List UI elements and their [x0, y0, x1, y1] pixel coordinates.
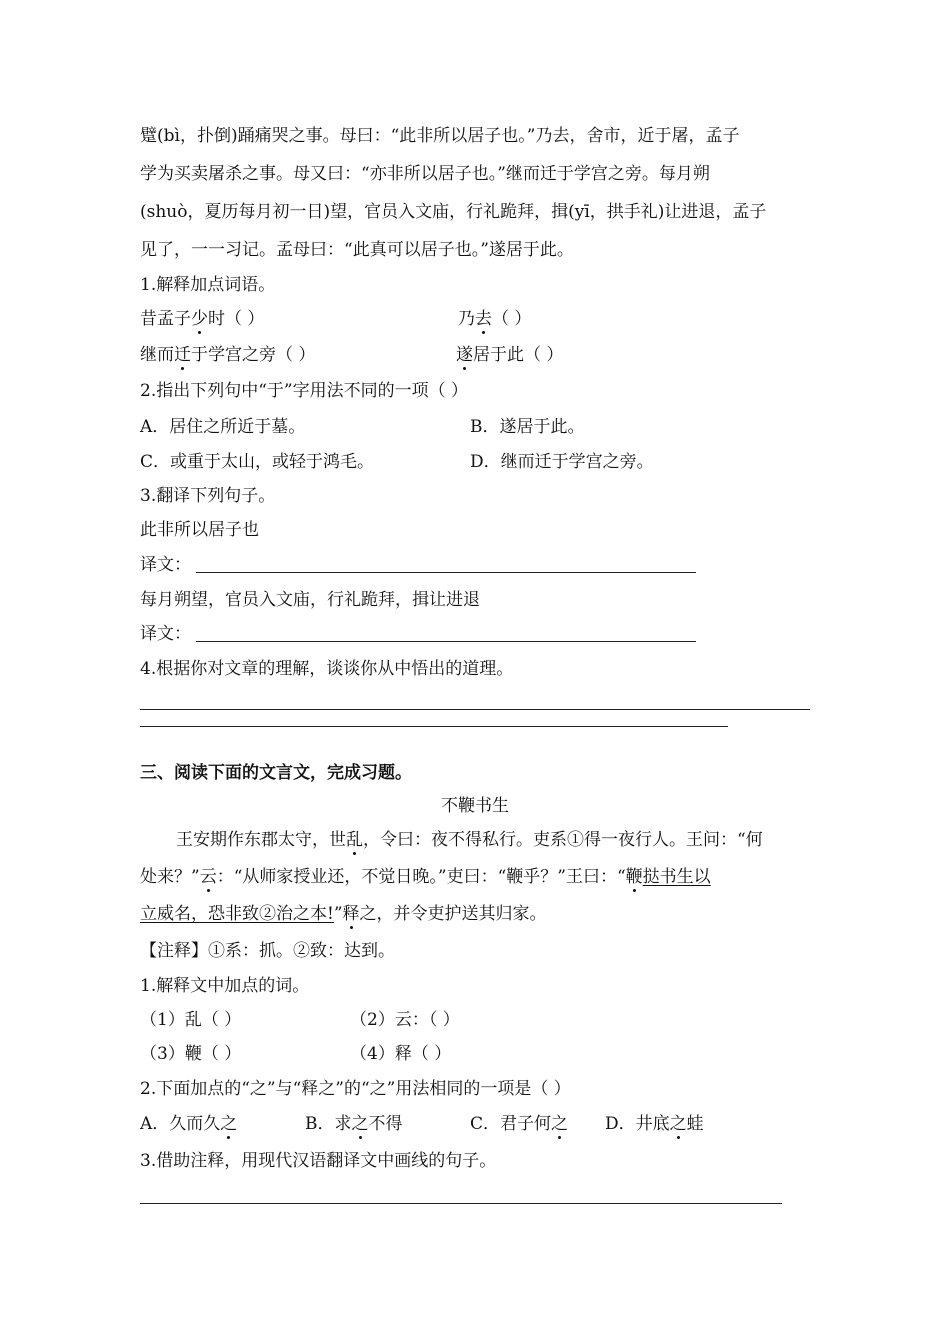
text: 昔孟子	[140, 309, 191, 329]
story-note: 【注释】①系：抓。②致：达到。	[140, 941, 395, 961]
s3-q2-option-d	[605, 1114, 704, 1134]
s2-question-1: 1.解释加点词语。	[140, 275, 276, 295]
dotted-char: 之	[669, 1114, 687, 1134]
s2-q1-item-b	[458, 308, 531, 330]
passage-line-3: (shuò，夏历每月初一日)望，官员入文庙，行礼跪拜，揖(yī，拱手礼)让进退，孟子	[140, 202, 767, 222]
story-line-3	[140, 903, 547, 925]
s3-q1-item-1: （1）乱（ ）	[140, 1010, 242, 1030]
text: 于学宫之旁（ ）	[191, 345, 316, 365]
s2-question-4: 4.根据你对文章的理解，谈谈你从中悟出的道理。	[140, 659, 514, 679]
s2-q3-sentence-2: 每月朔望，官员入文庙，行礼跪拜，揖让进退	[140, 590, 480, 610]
s2-q2-option-c: C．或重于太山，或轻于鸿毛。	[140, 452, 375, 472]
answer-line[interactable]	[196, 572, 696, 573]
text: A．久而久	[140, 1114, 221, 1134]
story-line-1	[176, 829, 763, 851]
text: 处来？”	[140, 867, 200, 887]
answer-line[interactable]	[196, 641, 696, 642]
text: 王安期作东郡太守，世	[176, 830, 346, 850]
passage-line-4: 见了，一一习记。孟母曰：“此真可以居子也。”遂居于此。	[140, 240, 574, 260]
s3-q1-item-4: （4）释（ ）	[350, 1044, 452, 1064]
s2-q2-option-a: A．居住之所近于墓。	[140, 417, 306, 437]
s3-question-2: 2.下面加点的“之”与“释之”的“之”用法相同的一项是（ ）	[140, 1079, 571, 1099]
s2-q1-item-d	[456, 344, 563, 366]
section-3-heading: 三、阅读下面的文言文，完成习题。	[140, 763, 412, 783]
s2-question-2: 2.指出下列句中“于”字用法不同的一项（ ）	[140, 381, 469, 401]
dotted-char: 释	[342, 904, 360, 924]
s2-q1-item-a	[140, 308, 264, 330]
s3-q1-item-3: （3）鞭（ ）	[140, 1044, 242, 1064]
underlined-text: 挞书生以	[642, 867, 711, 887]
text: ，令曰：夜不得私行。吏系①得一夜行人。王问：“何	[363, 830, 763, 850]
s2-q3-translation-label-2: 译文：	[140, 624, 191, 644]
dotted-char: 迁	[174, 345, 191, 365]
answer-line[interactable]	[140, 709, 810, 710]
s3-q1-row-1	[140, 1009, 460, 1031]
s3-q1-row-2	[140, 1043, 451, 1065]
story-title: 不鞭书生	[441, 796, 509, 816]
s3-q2-option-c	[470, 1113, 605, 1135]
s2-q3-translation-label-1: 译文：	[140, 555, 191, 575]
s2-q1-item-c	[140, 344, 315, 366]
dotted-char: 乱	[346, 830, 363, 850]
s2-question-3: 3.翻译下列句子。	[140, 486, 276, 506]
dotted-char: 云	[199, 867, 217, 887]
text: B．求	[305, 1114, 352, 1134]
dotted-char: 遂	[456, 345, 473, 365]
text: C．君子何	[470, 1114, 552, 1134]
dotted-char: 去	[475, 309, 492, 329]
s2-q2-option-d: D．继而迁于学宫之旁。	[470, 452, 654, 472]
text: 居于此（ ）	[473, 345, 564, 365]
text: 之，并令吏护送其归家。	[359, 904, 547, 924]
text: （ ）	[492, 309, 532, 329]
text: 时（ ）	[208, 309, 265, 329]
dotted-char: 少	[191, 309, 208, 329]
s3-question-1: 1.解释文中加点的词。	[140, 976, 310, 996]
dotted-char: 鞭	[625, 867, 643, 887]
s3-question-3: 3.借助注释，用现代汉语翻译文中画线的句子。	[140, 1151, 497, 1171]
text: 不得	[368, 1114, 403, 1134]
answer-line[interactable]	[140, 1203, 782, 1204]
s3-q2-option-b	[305, 1113, 470, 1135]
text: ”	[333, 904, 343, 924]
dotted-char: 之	[351, 1114, 369, 1134]
text: ：“从师家授业还，不觉日晚。”吏曰：“鞭乎？”王曰：“	[216, 867, 626, 887]
story-line-2	[140, 866, 711, 888]
s3-q1-item-2: （2）云：（ ）	[350, 1010, 460, 1030]
text: 继而	[140, 345, 174, 365]
underlined-text: 立威名，恐非致②治之本!	[140, 904, 334, 924]
s3-q2-options	[140, 1113, 704, 1135]
passage-line-2: 学为买卖屠杀之事。母又曰：“亦非所以居子也。”继而迁于学宫之旁。每月朔	[140, 164, 710, 184]
passage-line-1: 躄(bì，扑倒)踊痛哭之事。母曰：“此非所以居子也。”乃去，舍市，近于屠，孟子	[140, 126, 740, 146]
s2-q2-option-b: B．遂居于此。	[470, 417, 585, 437]
text: D．井底	[605, 1114, 670, 1134]
answer-line[interactable]	[140, 726, 728, 727]
dotted-char: 之	[551, 1114, 569, 1134]
text: 蛙	[686, 1114, 704, 1134]
dotted-char: 之	[220, 1114, 238, 1134]
s3-q2-option-a	[140, 1113, 305, 1135]
text: 乃	[458, 309, 475, 329]
s2-q3-sentence-1: 此非所以居子也	[140, 520, 259, 540]
